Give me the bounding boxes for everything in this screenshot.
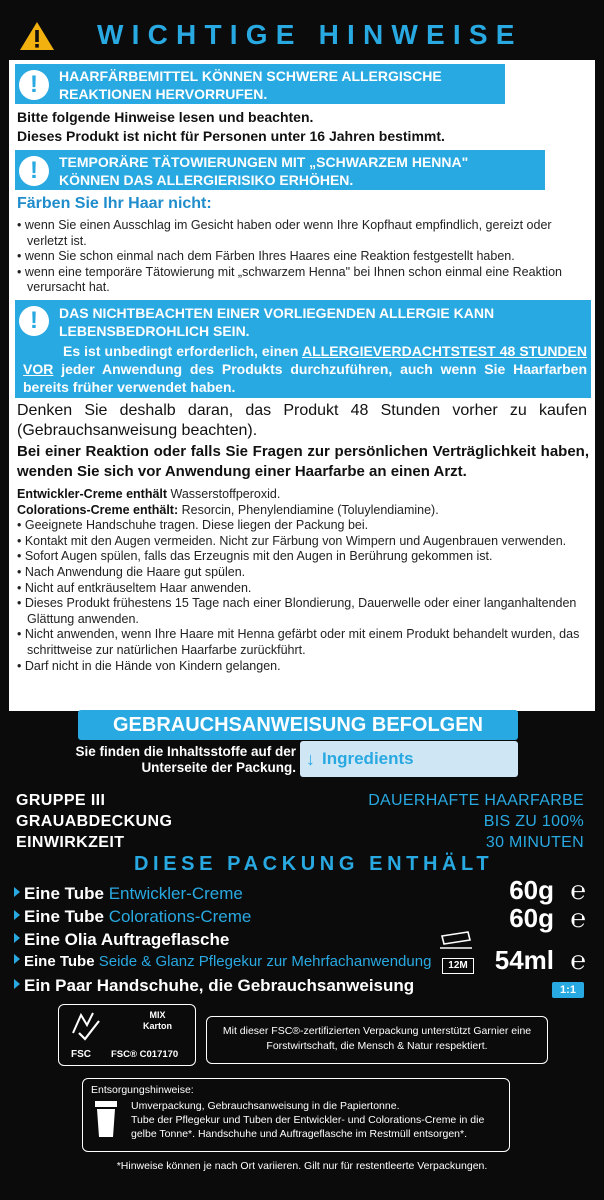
list-item: • wenn Sie einen Ausschlag im Gesicht haben oder wenn Ihre Kopfhaut empfindlich, gereizt oder verletzt ist.	[17, 218, 552, 248]
list-item: Eine Tube Colorations-Creme	[14, 907, 251, 927]
disposal-title: Entsorgungshinweise:	[91, 1084, 194, 1096]
quantity: 60g	[509, 875, 554, 905]
instructions-banner: GEBRAUCHSANWEISUNG BEFOLGEN	[78, 710, 518, 740]
disposal-box	[82, 1078, 510, 1152]
list-item: • Kontakt mit den Augen vermeiden. Nicht zur Färbung von Wimpern und Augenbrauen verwenden.	[17, 533, 567, 548]
header-bar	[9, 8, 595, 60]
time-value: 30 MINUTEN	[485, 834, 584, 851]
list-item: Eine Tube Seide & Glanz Pflegekur zur Mehrfachanwendung	[14, 953, 431, 970]
estimated-sign-icon: ℮	[570, 875, 586, 905]
trash-bin-icon	[93, 1099, 119, 1139]
intro-line1: Bitte folgende Hinweise lesen und beachten.	[17, 109, 314, 125]
color-type-value: DAUERHAFTE HAARFARBE	[368, 792, 584, 809]
allergy-test-highlight: ALLERGIEVERDACHTSTEST 48 STUNDEN VOR	[23, 343, 587, 377]
list-item: • Geeignete Handschuhe tragen. Diese liegen der Packung bei.	[17, 518, 369, 533]
pao-12m-icon: 12M	[442, 958, 474, 974]
warning-triangle-icon	[19, 21, 55, 51]
disposal-line2: Tube der Pflegekur und Tuben der Entwickler- und Colorations-Creme in die gelbe Tonne*. Handschuhe und Auftrageflasche im Restmüll entsorgen*.	[131, 1114, 485, 1140]
disposal-line1: Umverpackung, Gebrauchsanweisung in die Papiertonne.	[131, 1100, 400, 1112]
estimated-sign-icon: ℮	[570, 945, 586, 975]
consult-doctor-note: Bei einer Reaktion oder falls Sie Fragen zur persönlichen Verträglichkeit haben, wenden Sie sich vor Anwendung einer Haarfarbe an einen Arzt.	[17, 443, 589, 480]
group-label: GRUPPE III	[16, 792, 106, 809]
list-item: Eine Olia Auftrageflasche	[14, 930, 229, 950]
bullet-arrow-icon	[14, 933, 20, 943]
fsc-mix-label: MIX	[149, 1010, 166, 1020]
entwickler-ingredient: Entwickler-Creme enthält Wasserstoffperoxid.	[17, 487, 281, 501]
fsc-karton-label: Karton	[143, 1021, 172, 1031]
footnote: *Hinweise können je nach Ort variieren. Gilt nur für restentleerte Verpackungen.	[116, 1160, 488, 1172]
ingredients-location-note: Sie finden die Inhaltsstoffe auf der Unterseite der Packung.	[75, 744, 296, 775]
tree-check-icon	[69, 1009, 103, 1045]
list-item: • Dieses Produkt frühestens 15 Tage nach einer Blondierung, Dauerwelle oder einer langanhaltenden Glättung anwenden.	[17, 596, 577, 626]
bullet-arrow-icon	[14, 887, 20, 897]
allergy-warning-line2: REAKTIONEN HERVORRUFEN.	[59, 86, 268, 102]
fsc-logo	[58, 1004, 196, 1066]
allergy-warning-box	[15, 64, 505, 104]
fsc-wordmark: FSC	[71, 1049, 91, 1060]
allergy-test-text: Es ist unbedingt erforderlich, einen ALLERGIEVERDACHTSTEST 48 STUNDEN VOR jeder Anwendung des Produkts durchzuführen, auch wenn Sie Haarfarben bereits früher verwendet haben.	[23, 343, 587, 395]
henna-warning-box	[15, 150, 545, 190]
bullet-arrow-icon	[14, 979, 20, 989]
page-title: WICHTIGE HINWEISE	[97, 19, 523, 50]
coverage-label: GRAUABDECKUNG	[16, 813, 173, 830]
time-label: EINWIRKZEIT	[16, 834, 125, 851]
list-item: • wenn Sie schon einmal nach dem Färben Ihres Haares eine Reaktion festgestellt haben.	[17, 249, 515, 263]
dont-dye-heading: Färben Sie Ihr Haar nicht:	[17, 195, 212, 212]
list-item: • Darf nicht in die Hände von Kindern gelangen.	[17, 658, 281, 673]
exclamation-icon: !	[19, 306, 49, 336]
estimated-sign-icon: ℮	[570, 903, 586, 933]
list-item: • Nicht auf entkräuseltem Haar anwenden.	[17, 580, 252, 595]
list-item: • Nicht anwenden, wenn Ihre Haare mit Henna gefärbt oder mit einem Produkt behandelt wurden, das schrittweise zur natürlichen Haarfarbe zurückführt.	[17, 627, 580, 657]
list-item: • wenn eine temporäre Tätowierung mit „schwarzem Henna" bei Ihnen schon einmal eine Reaktion verursacht hat.	[17, 264, 562, 294]
allergy-test-warning-box	[15, 300, 591, 398]
group-values	[368, 790, 584, 853]
ingredients-precautions-panel	[9, 483, 595, 711]
quantity: 60g	[509, 903, 554, 933]
ingredients-label: ↓ Ingredients	[300, 741, 518, 777]
ratio-badge: 1:1	[552, 982, 584, 998]
buy-ahead-note: Denken Sie deshalb daran, das Produkt 48 Stunden vorher zu kaufen (Gebrauchsanweisung beachten).	[17, 402, 587, 439]
allergy-warning-line1: HAARFÄRBEMITTEL KÖNNEN SCHWERE ALLERGISCHE	[59, 68, 442, 84]
dont-dye-list	[17, 218, 587, 296]
bullet-arrow-icon	[14, 954, 20, 964]
colorations-ingredient: Colorations-Creme enthält: Resorcin, Phenylendiamine (Toluylendiamine).	[17, 502, 439, 517]
fsc-statement: Mit dieser FSC®-zertifizierten Verpackung unterstützt Garnier eine Forstwirtschaft, die Mensch & Natur respektiert.	[206, 1016, 548, 1064]
life-threat-line2: LEBENSBEDROHLICH SEIN.	[59, 323, 250, 339]
intro-line2: Dieses Produkt ist nicht für Personen unter 16 Jahren bestimmt.	[17, 128, 445, 144]
fsc-code: FSC® C017170	[111, 1049, 179, 1060]
henna-warning-line2: KÖNNEN DAS ALLERGIERISIKO ERHÖHEN.	[59, 172, 354, 188]
list-item: Eine Tube Entwickler-Creme	[14, 884, 243, 904]
exclamation-icon: !	[19, 70, 49, 100]
arrow-down-icon: ↓	[306, 749, 315, 769]
life-threat-line1: DAS NICHTBEACHTEN EINER VORLIEGENDEN ALLERGIE KANN	[59, 305, 495, 321]
list-item: Ein Paar Handschuhe, die Gebrauchsanweisung	[14, 976, 414, 996]
exclamation-icon: !	[19, 156, 49, 186]
warnings-panel	[9, 8, 595, 487]
henna-warning-line1: TEMPORÄRE TÄTOWIERUNGEN MIT „SCHWARZEM HENNA"	[59, 154, 469, 170]
package-contents-title: DIESE PACKUNG ENTHÄLT	[134, 853, 494, 875]
list-item: • Nach Anwendung die Haare gut spülen.	[17, 564, 246, 579]
bullet-arrow-icon	[14, 910, 20, 920]
list-item: • Sofort Augen spülen, falls das Erzeugnis mit den Augen in Berührung gekommen ist.	[17, 549, 493, 564]
quantity: 54ml	[494, 945, 554, 975]
group-labels	[16, 790, 172, 853]
coverage-value: BIS ZU 100%	[483, 813, 584, 830]
